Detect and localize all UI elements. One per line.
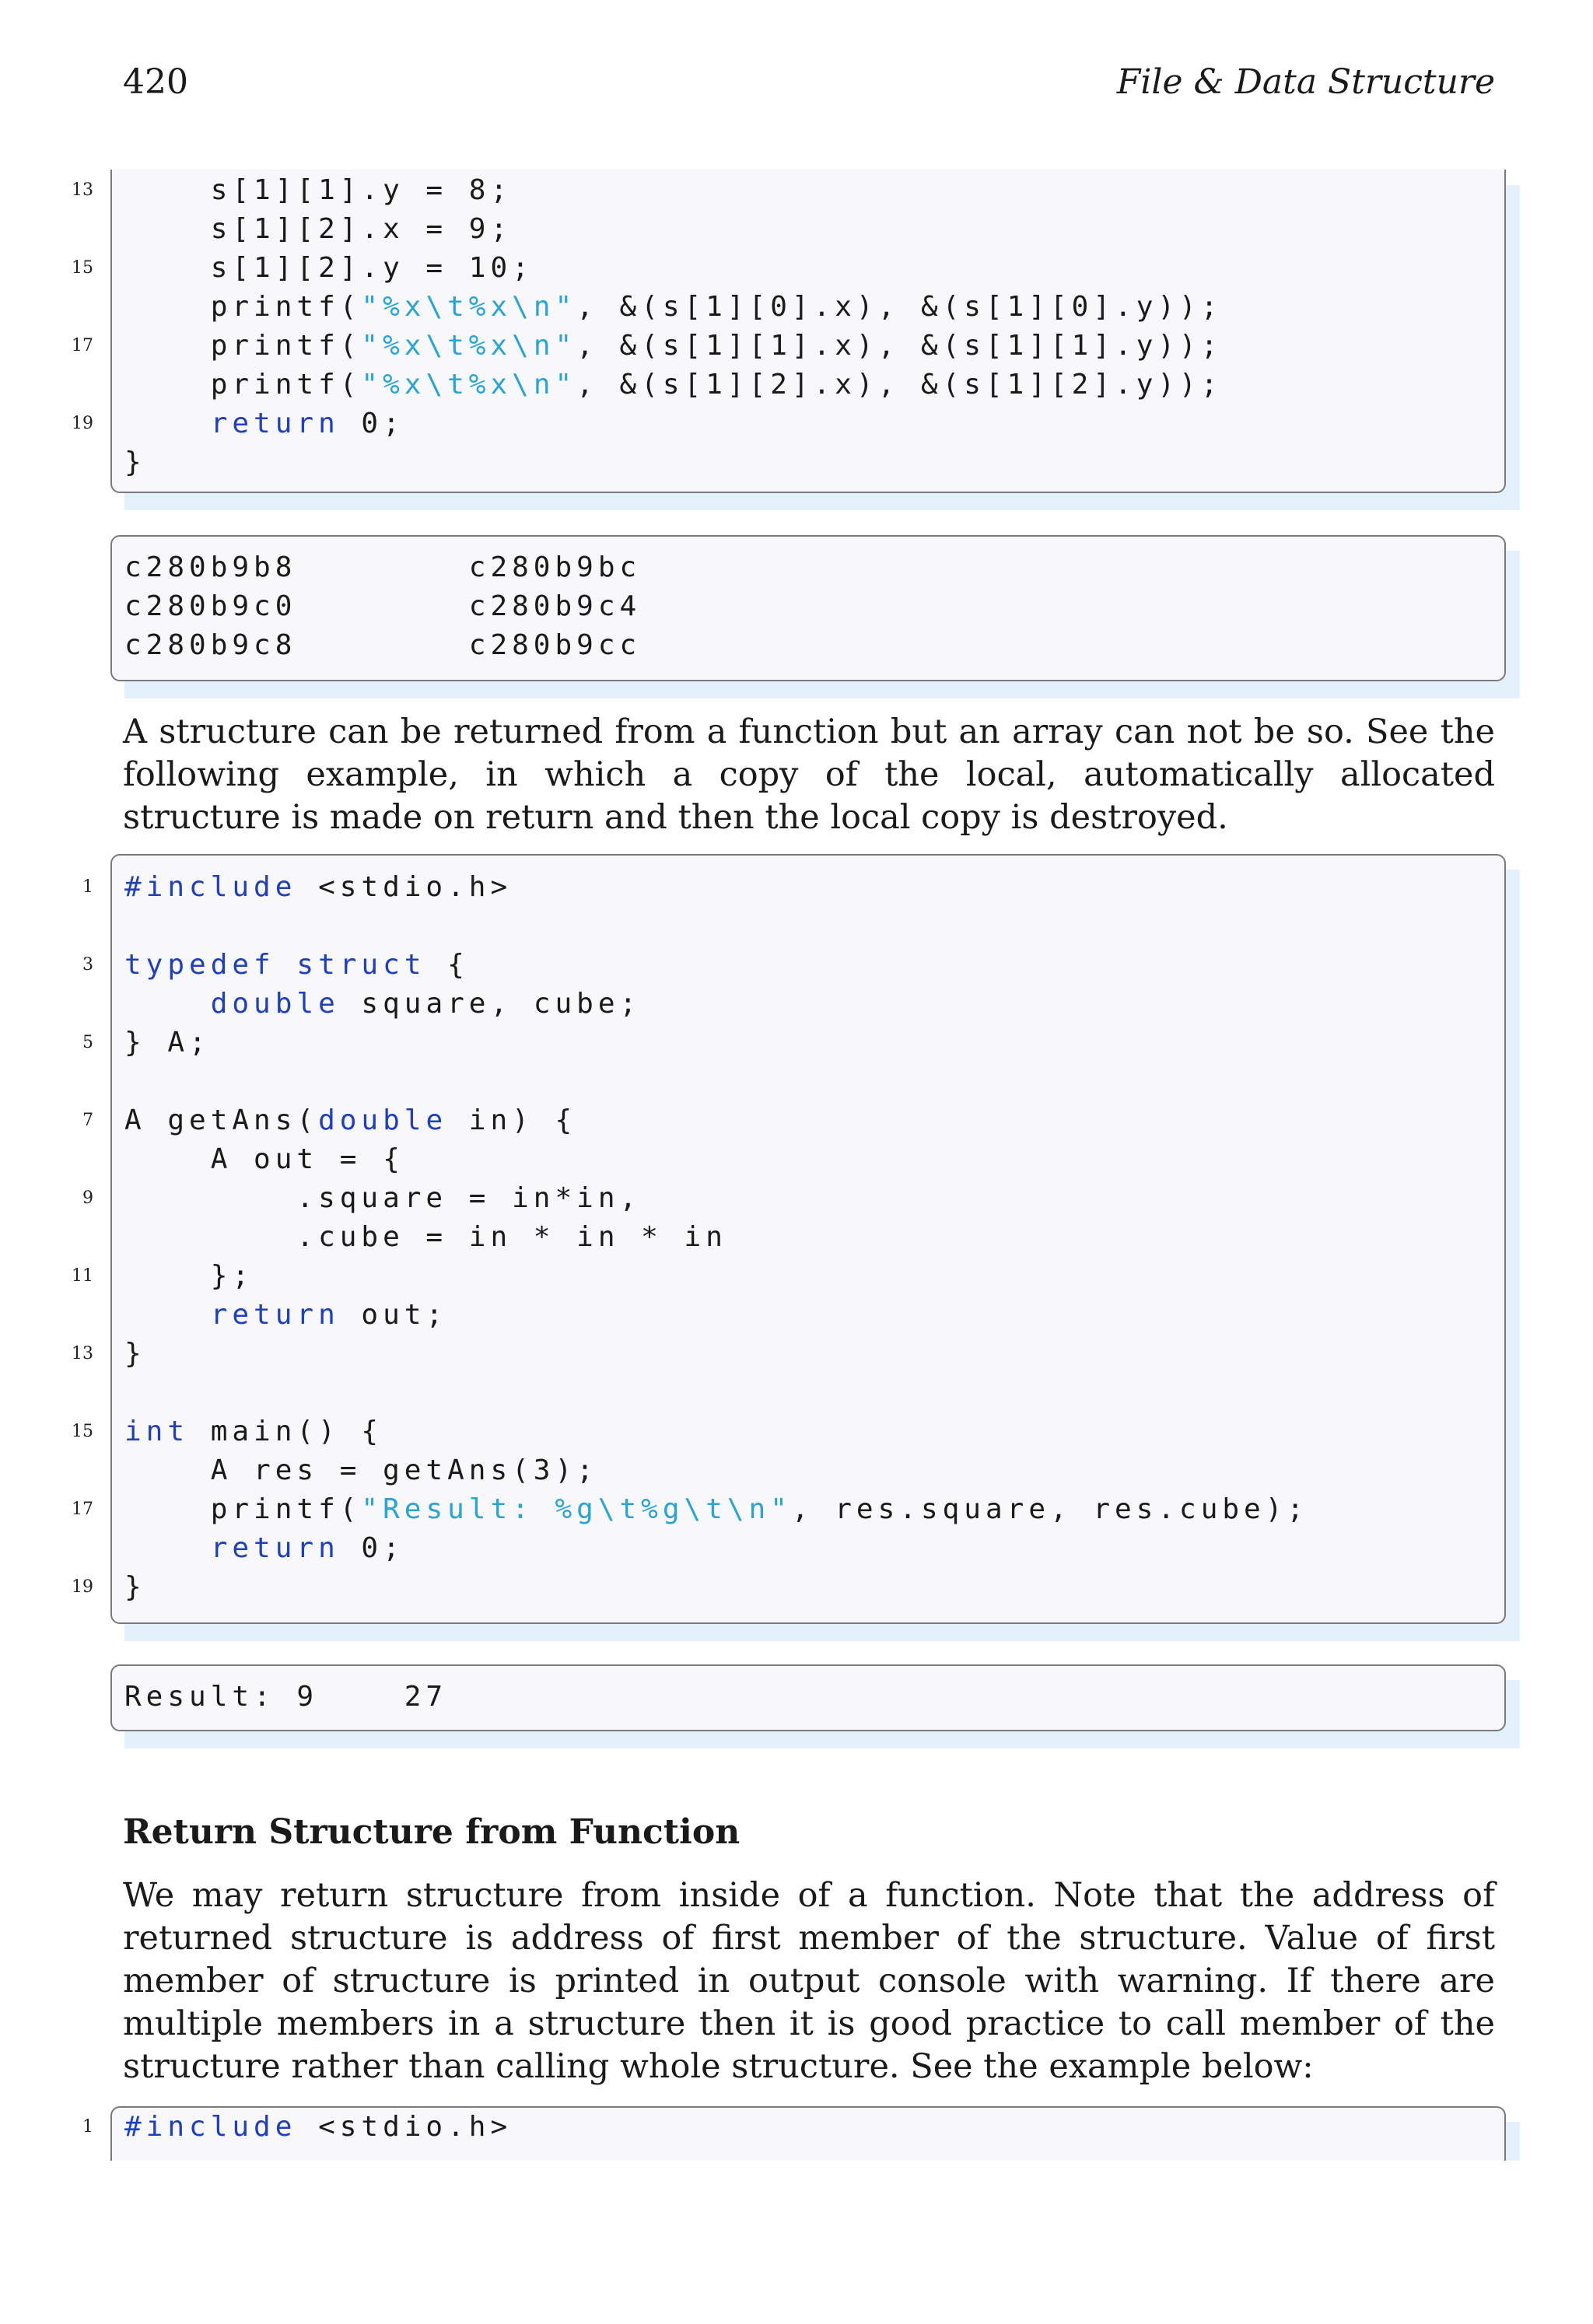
code-text: out;: [339, 1299, 448, 1331]
line-number: 3: [82, 955, 93, 975]
code-line: [124, 1179, 641, 1218]
running-title: File & Data Structure: [1116, 62, 1495, 102]
code-listing-1: [72, 170, 1506, 493]
code-line: [124, 1529, 404, 1568]
code-line: [124, 1024, 211, 1062]
line-number: 15: [72, 1422, 93, 1441]
code-text: printf(: [124, 369, 362, 401]
line-number: 7: [82, 1111, 93, 1130]
code-line: [124, 288, 1222, 327]
code-text: <stdio.h>: [296, 2111, 513, 2143]
code-text: <stdio.h>: [296, 871, 513, 903]
body-paragraph-1: A structure can be returned from a function but an array can not be so. See the following example, in which a copy of the local, automatically allocated structure is made on return and then the local copy is destroyed.: [123, 712, 1495, 837]
code-line: [124, 868, 512, 907]
code-keyword: struct: [296, 949, 426, 981]
line-number: 13: [72, 180, 93, 200]
code-text: s[1][1].y = 8;: [124, 174, 513, 206]
code-text: , &(s[1][0].x), &(s[1][0].y));: [576, 291, 1223, 323]
code-text: printf(: [124, 1493, 362, 1525]
code-line: c280b9c8 c280b9cc: [124, 629, 642, 661]
code-keyword: typedef: [124, 949, 275, 981]
code-text: s[1][2].x = 9;: [124, 213, 513, 245]
code-line: [124, 1257, 254, 1296]
code-text: s[1][2].y = 10;: [124, 252, 534, 284]
code-text: }: [124, 1571, 146, 1603]
code-text: }: [124, 446, 146, 478]
code-line: [124, 1101, 576, 1140]
line-number: 1: [82, 2117, 93, 2137]
code-text: main() {: [189, 1416, 383, 1447]
code-line: [124, 171, 512, 210]
code-text: [124, 408, 211, 439]
line-number: 15: [72, 258, 93, 278]
code-keyword: double: [210, 988, 340, 1020]
code-string: "%x\t%x\n": [361, 330, 577, 362]
code-line: [124, 366, 1222, 404]
code-text: [275, 949, 297, 981]
code-text: };: [124, 1260, 254, 1292]
line-number: 19: [72, 414, 93, 433]
code-text: square, cube;: [339, 988, 642, 1020]
code-line: [124, 1412, 383, 1451]
code-string: "%x\t%x\n": [361, 369, 577, 401]
code-keyword: #include: [124, 2111, 297, 2143]
code-text: , &(s[1][1].x), &(s[1][1].y));: [576, 330, 1223, 362]
code-text: [124, 1532, 211, 1564]
line-number: 13: [72, 1344, 93, 1363]
code-text: printf(: [124, 330, 362, 362]
code-line: [124, 404, 404, 443]
code-listing-3: [82, 2106, 1506, 2161]
code-line: c280b9c0 c280b9c4: [124, 590, 642, 622]
code-line: [124, 327, 1222, 366]
code-text: }: [124, 1338, 146, 1370]
code-line: [124, 1335, 146, 1374]
body-paragraph-2: We may return structure from inside of a function. Note that the address of returned structure is address of first member of the structure. Value of first member of structure is printed in output console with warning. If there are multiple members in a structure then it is good practice to call member of the structure rather than calling whole structure. See the example below:: [123, 1876, 1495, 2086]
code-keyword: return: [210, 1532, 340, 1564]
code-text: {: [425, 949, 469, 981]
code-line: [124, 1568, 146, 1607]
code-line: [124, 249, 534, 288]
code-text: [124, 1299, 211, 1331]
code-line: Result: 9 27: [124, 1681, 448, 1713]
code-text: 0;: [339, 408, 404, 439]
line-number: 1: [82, 877, 93, 897]
code-text: } A;: [124, 1027, 211, 1059]
line-number: 19: [72, 1577, 93, 1597]
code-line: [124, 1140, 404, 1179]
code-line: [124, 210, 512, 249]
code-text: 0;: [339, 1532, 404, 1564]
code-text: .cube = in * in * in: [124, 1221, 727, 1253]
code-text: , &(s[1][2].x), &(s[1][2].y));: [576, 369, 1223, 401]
line-number: 11: [72, 1266, 93, 1286]
code-text: printf(: [124, 291, 362, 323]
code-line: [124, 946, 469, 985]
code-line: c280b9b8 c280b9bc: [124, 551, 642, 583]
code-string: "%x\t%x\n": [361, 291, 577, 323]
code-line: [124, 1218, 727, 1257]
code-text: , res.square, res.cube);: [791, 1493, 1309, 1525]
code-line: [124, 1296, 447, 1335]
output-box-2: [110, 1664, 1506, 1731]
code-line: [124, 985, 641, 1024]
code-string: "Result: %g\t%g\t\n": [361, 1493, 792, 1525]
code-text: [124, 988, 211, 1020]
code-text: .square = in*in,: [124, 1182, 642, 1214]
code-listing-2: [72, 854, 1506, 1624]
page-number: 420: [123, 62, 188, 102]
code-line: [124, 1490, 1308, 1529]
code-text: in) {: [447, 1104, 577, 1136]
output-box-1: [110, 535, 1506, 681]
code-keyword: int: [124, 1416, 190, 1447]
code-keyword: return: [210, 408, 340, 439]
line-number: 9: [82, 1188, 93, 1208]
code-keyword: #include: [124, 871, 297, 903]
code-line: [124, 1451, 598, 1490]
line-number: 17: [72, 336, 93, 355]
section-heading: Return Structure from Function: [123, 1812, 740, 1852]
code-keyword: double: [318, 1104, 448, 1136]
code-text: A res = getAns(3);: [124, 1454, 598, 1486]
page-header: [123, 62, 1495, 109]
code-line: [124, 2108, 512, 2147]
line-number: 5: [82, 1033, 93, 1052]
code-keyword: return: [210, 1299, 340, 1331]
code-text: A getAns(: [124, 1104, 319, 1136]
line-number: 17: [72, 1500, 93, 1519]
code-text: A out = {: [124, 1143, 404, 1175]
code-line: [124, 443, 146, 482]
